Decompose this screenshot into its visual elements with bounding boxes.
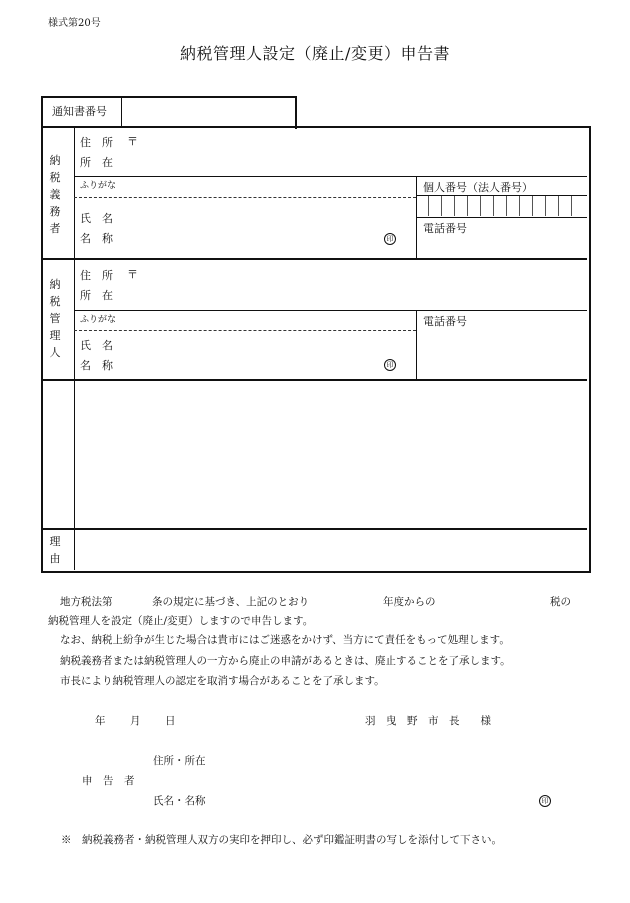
date-year-label: 年 bbox=[95, 715, 106, 727]
taxpayer-furigana-label: ふりがな bbox=[80, 181, 117, 191]
personal-number-field[interactable] bbox=[417, 196, 587, 216]
blank-area[interactable] bbox=[76, 382, 586, 527]
statement-line1-b: 条の規定に基づき、上記のとおり bbox=[152, 596, 310, 608]
personal-number-label: 個人番号（法人番号） bbox=[423, 181, 533, 194]
statement-line5: 市長により納税管理人の認定を取消す場合があることを了承します。 bbox=[60, 675, 385, 687]
manager-furigana-label: ふりがな bbox=[80, 315, 117, 325]
applicant-address-label: 住所・所在 bbox=[153, 755, 206, 767]
addressee: 羽 曳 野 市 長 様 bbox=[365, 715, 491, 727]
statement-line1-d: 税の bbox=[550, 596, 571, 608]
taxpayer-seal-icon: 印 bbox=[384, 233, 396, 245]
notice-number-field[interactable] bbox=[123, 98, 291, 126]
taxpayer-location-label: 所 在 bbox=[80, 156, 113, 169]
manager-location-label: 所 在 bbox=[80, 289, 113, 302]
manager-phone-label: 電話番号 bbox=[423, 315, 467, 328]
applicant-seal-icon: 印 bbox=[539, 795, 551, 807]
date-day-label: 日 bbox=[165, 715, 176, 727]
manager-corp-name-label: 名 称 bbox=[80, 359, 113, 372]
statement-line1-c: 年度からの bbox=[383, 596, 436, 608]
taxpayer-postal-mark: 〒 bbox=[127, 135, 138, 148]
form-number: 様式第20号 bbox=[48, 18, 101, 29]
manager-address-label: 住 所 bbox=[80, 269, 113, 282]
taxpayer-address-label: 住 所 bbox=[80, 136, 113, 149]
taxpayer-address-field[interactable] bbox=[140, 131, 584, 174]
page-title: 納税管理人設定（廃止/変更）申告書 bbox=[180, 44, 450, 63]
taxpayer-phone-field[interactable] bbox=[418, 236, 584, 257]
taxpayer-name-field[interactable] bbox=[125, 200, 375, 255]
taxpayer-name-label: 氏 名 bbox=[80, 212, 113, 225]
statement-line4: 納税義務者または納税管理人の一方から廃止の申請があるときは、廃止することを了承します。 bbox=[60, 655, 511, 667]
reason-label: 理 由 bbox=[49, 535, 61, 565]
manager-name-field[interactable] bbox=[125, 333, 375, 377]
applicant-address-field[interactable] bbox=[230, 750, 560, 770]
taxpayer-corp-name-label: 名 称 bbox=[80, 232, 113, 245]
applicant-name-field[interactable] bbox=[230, 790, 530, 810]
reason-field[interactable] bbox=[76, 531, 586, 568]
taxpayer-phone-label: 電話番号 bbox=[423, 222, 467, 235]
notice-number-label: 通知書番号 bbox=[52, 105, 107, 118]
applicant-name-label: 氏名・名称 bbox=[153, 795, 206, 807]
taxpayer-section-label: 納 税 義 務 者 bbox=[49, 154, 61, 235]
manager-postal-mark: 〒 bbox=[127, 268, 138, 281]
manager-seal-icon: 印 bbox=[384, 359, 396, 371]
footnote: ※ 納税義務者・納税管理人双方の実印を押印し、必ず印鑑証明書の写しを添付して下さい。 bbox=[61, 834, 502, 846]
statement-line1-a: 地方税法第 bbox=[60, 596, 113, 608]
taxpayer-furigana-field[interactable] bbox=[120, 178, 412, 196]
statement-line2: 納税管理人を設定（廃止/変更）しますので申告します。 bbox=[48, 615, 314, 627]
manager-furigana-field[interactable] bbox=[120, 312, 412, 329]
applicant-label: 申 告 者 bbox=[82, 775, 135, 787]
manager-phone-field[interactable] bbox=[418, 330, 584, 377]
manager-name-label: 氏 名 bbox=[80, 339, 113, 352]
manager-section-label: 納 税 管 理 人 bbox=[49, 278, 61, 359]
date-month-label: 月 bbox=[130, 715, 141, 727]
manager-address-field[interactable] bbox=[140, 263, 584, 307]
statement-line3: なお、納税上紛争が生じた場合は貴市にはご迷惑をかけず、当方にて責任をもって処理します。 bbox=[60, 634, 510, 646]
